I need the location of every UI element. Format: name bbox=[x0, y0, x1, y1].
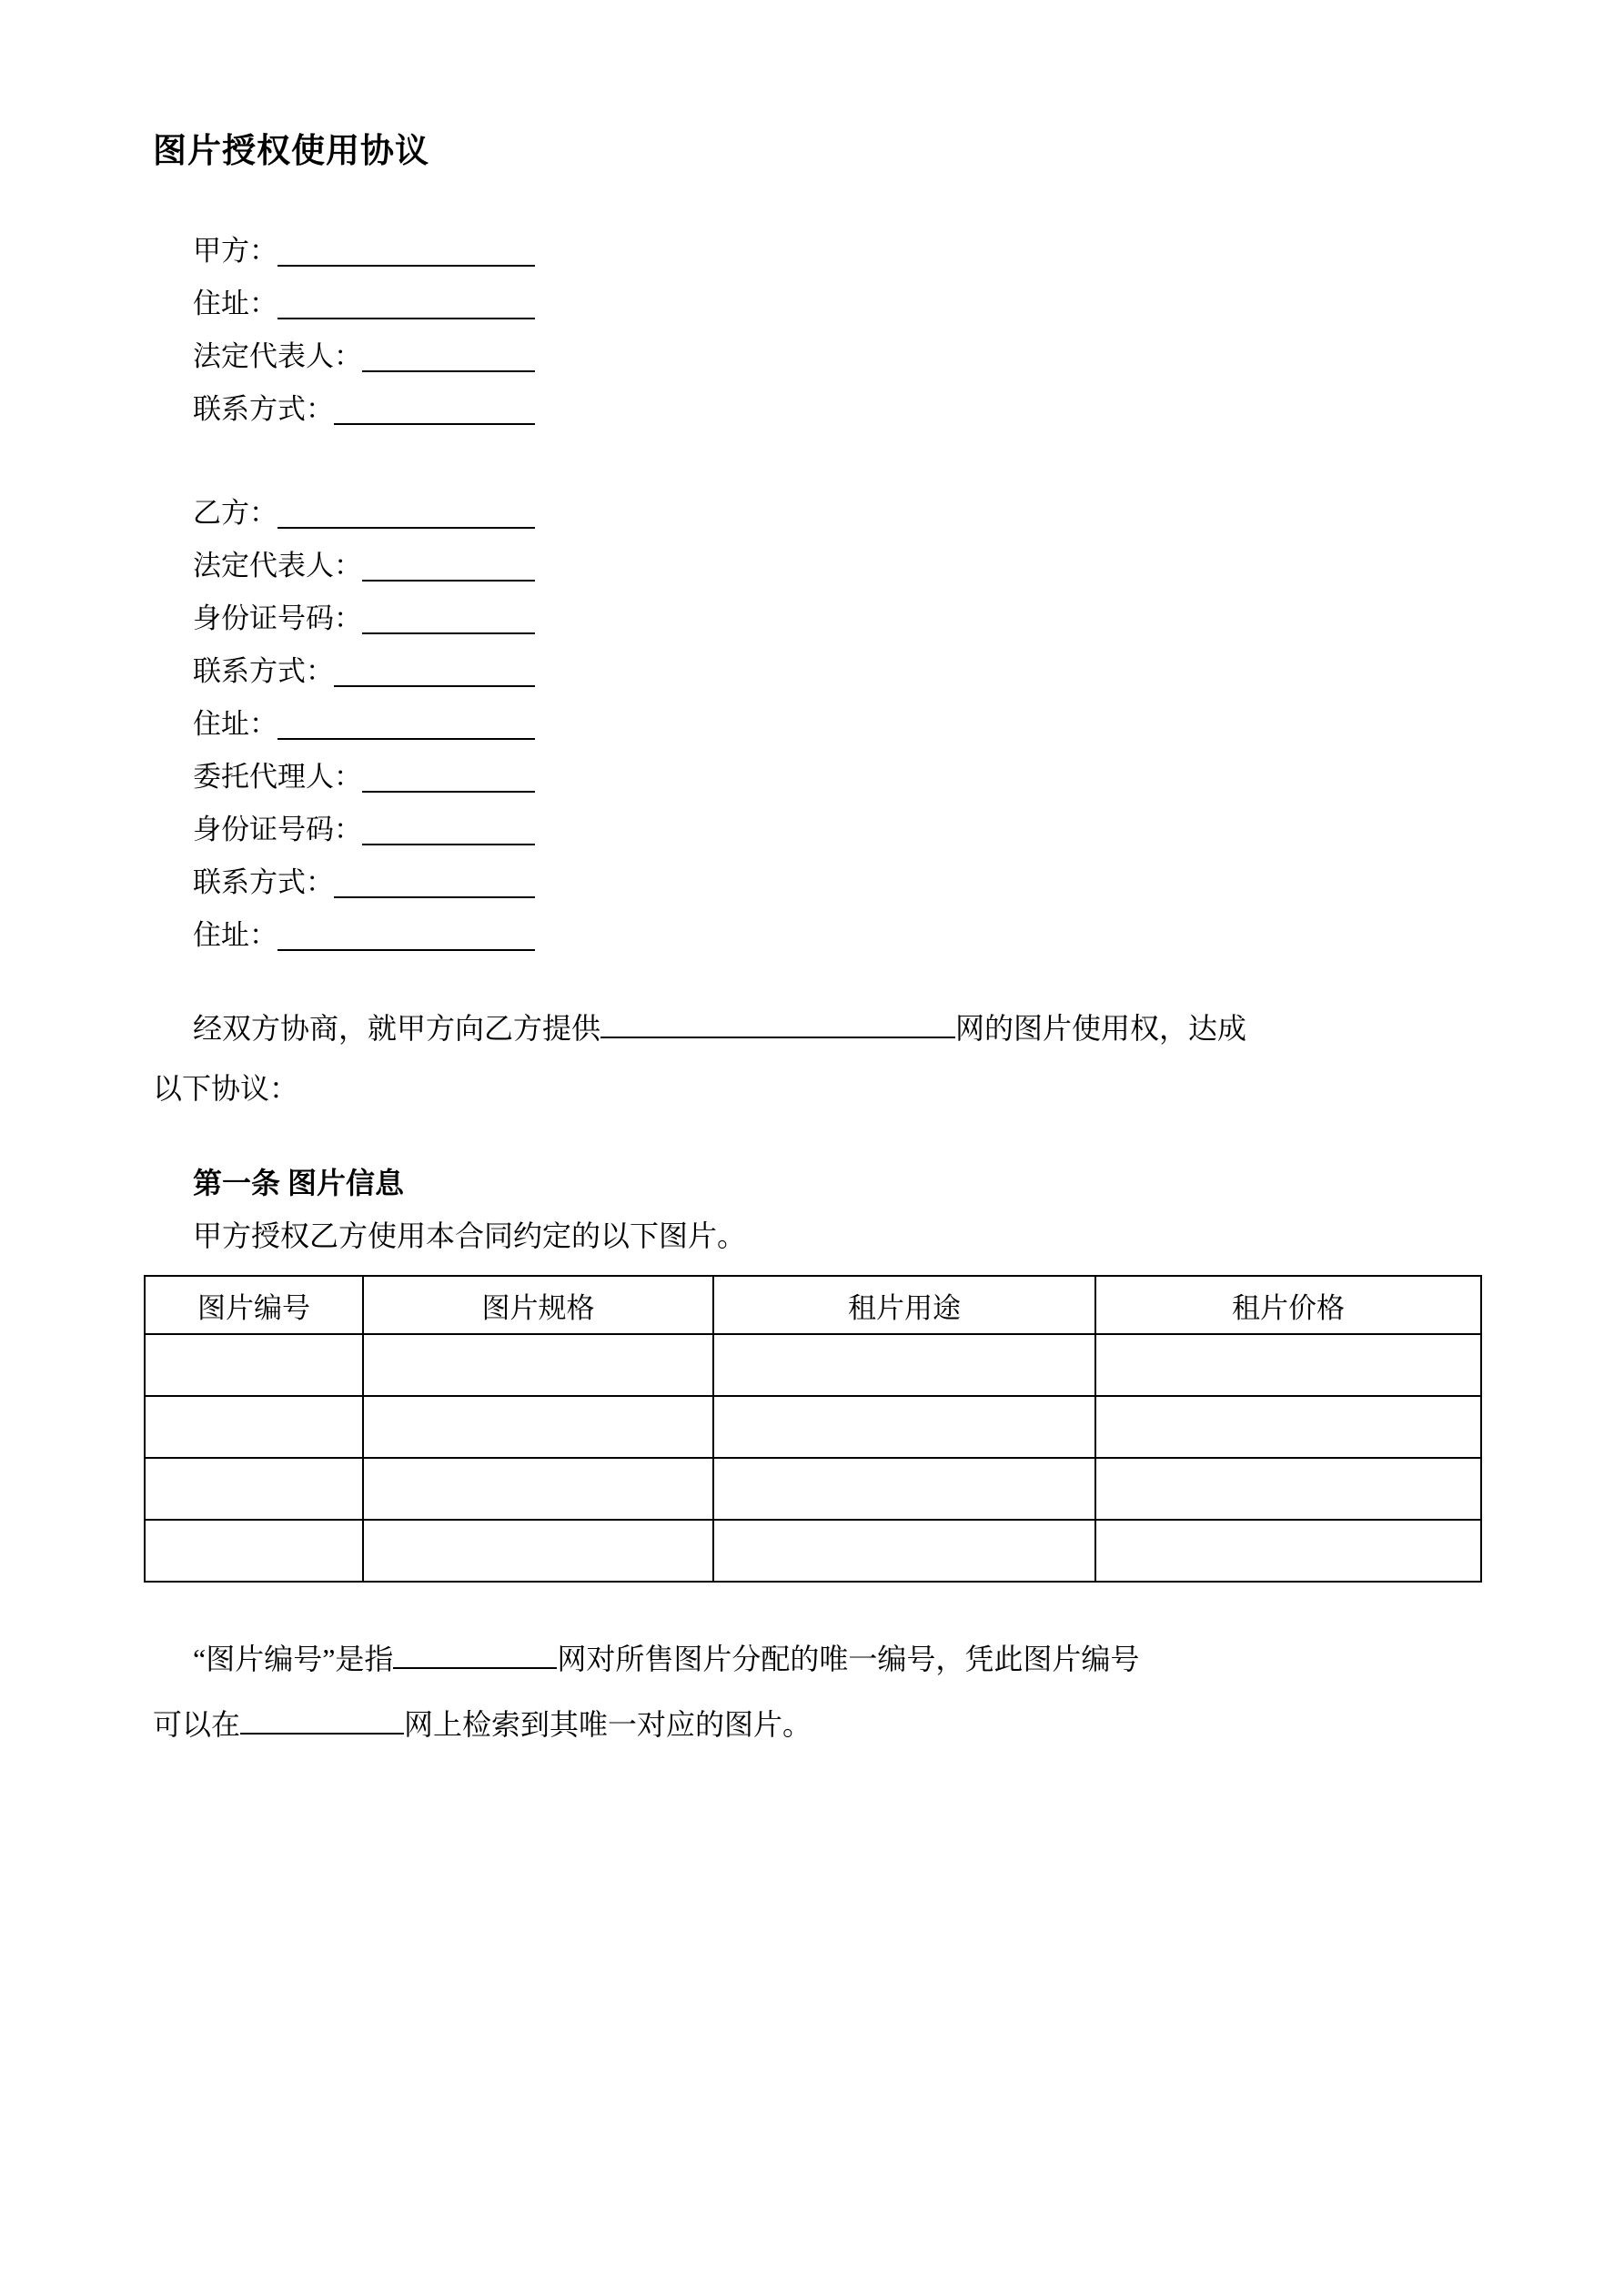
table-header-row bbox=[145, 1276, 1481, 1334]
fill-in-blank[interactable] bbox=[393, 1640, 557, 1669]
table-header-picture-spec: 图片规格 bbox=[363, 1276, 713, 1334]
fill-in-blank[interactable] bbox=[277, 265, 535, 267]
table-row bbox=[145, 1396, 1481, 1458]
fill-in-blank[interactable] bbox=[362, 791, 535, 793]
intro-text-post: 网的图片使用权，达成 bbox=[955, 1012, 1247, 1045]
table-cell[interactable] bbox=[1095, 1396, 1481, 1458]
picture-id-note bbox=[153, 1626, 1478, 1757]
note-line-1 bbox=[153, 1626, 1478, 1692]
table-cell[interactable] bbox=[145, 1334, 363, 1396]
table-row bbox=[145, 1520, 1481, 1582]
form-line-agent-id-number bbox=[193, 804, 535, 856]
table-cell[interactable] bbox=[713, 1334, 1095, 1396]
section-1-lead: 甲方授权乙方使用本合同约定的以下图片。 bbox=[193, 1219, 747, 1252]
form-line-party-b-contact bbox=[193, 645, 535, 698]
table-cell[interactable] bbox=[713, 1396, 1095, 1458]
form-label: 委托代理人： bbox=[193, 761, 362, 793]
form-line-party-b-address bbox=[193, 698, 535, 751]
form-label: 联系方式： bbox=[193, 866, 334, 898]
form-label: 住址： bbox=[193, 288, 277, 319]
table-cell[interactable] bbox=[363, 1520, 713, 1582]
form-label: 住址： bbox=[193, 919, 277, 951]
form-label: 甲方： bbox=[193, 235, 277, 267]
form-label: 身份证号码： bbox=[193, 814, 362, 845]
intro-paragraph bbox=[153, 998, 1478, 1118]
form-line-party-a-name bbox=[193, 225, 535, 278]
fill-in-blank[interactable] bbox=[600, 1009, 955, 1038]
fill-in-blank[interactable] bbox=[334, 685, 535, 687]
note-text-post: 网对所售图片分配的唯一编号，凭此图片编号 bbox=[557, 1643, 1140, 1675]
form-label: 身份证号码： bbox=[193, 602, 362, 634]
note-text-pre: “图片编号”是指 bbox=[193, 1643, 394, 1675]
form-line-party-a-address bbox=[193, 278, 535, 330]
intro-text-pre: 经双方协商，就甲方向乙方提供 bbox=[193, 1012, 601, 1045]
form-label: 乙方： bbox=[193, 497, 277, 529]
form-line-party-b-legal-rep bbox=[193, 540, 535, 592]
note-text-post: 网上检索到其唯一对应的图片。 bbox=[404, 1708, 812, 1741]
intro-line-2: 以下协议： bbox=[153, 1072, 299, 1105]
table-cell[interactable] bbox=[363, 1458, 713, 1520]
fill-in-blank[interactable] bbox=[240, 1705, 404, 1735]
form-label: 法定代表人： bbox=[193, 340, 362, 372]
form-line-party-a-contact bbox=[193, 383, 535, 436]
table-cell[interactable] bbox=[363, 1396, 713, 1458]
fill-in-blank[interactable] bbox=[362, 580, 535, 582]
table-header-picture-id: 图片编号 bbox=[145, 1276, 363, 1334]
intro-line-1 bbox=[153, 998, 1478, 1058]
note-text-pre: 可以在 bbox=[153, 1708, 241, 1741]
table-cell[interactable] bbox=[713, 1458, 1095, 1520]
fill-in-blank[interactable] bbox=[334, 896, 535, 898]
fill-in-blank[interactable] bbox=[277, 318, 535, 319]
blank-spacer bbox=[153, 436, 1478, 487]
form-label: 联系方式： bbox=[193, 655, 334, 687]
party-a-block bbox=[153, 225, 1478, 436]
document-title: 图片授权使用协议 bbox=[153, 132, 429, 169]
form-line-agent-contact bbox=[193, 856, 535, 909]
table-cell[interactable] bbox=[1095, 1520, 1481, 1582]
table-cell[interactable] bbox=[145, 1458, 363, 1520]
table-cell[interactable] bbox=[1095, 1334, 1481, 1396]
table-cell[interactable] bbox=[363, 1334, 713, 1396]
form-label: 联系方式： bbox=[193, 393, 334, 425]
table-header-rental-use: 租片用途 bbox=[713, 1276, 1095, 1334]
table-cell[interactable] bbox=[1095, 1458, 1481, 1520]
table-cell[interactable] bbox=[145, 1520, 363, 1582]
picture-info-table bbox=[144, 1275, 1482, 1583]
section-1-heading: 第一条 图片信息 bbox=[193, 1167, 405, 1199]
party-b-block bbox=[153, 487, 1478, 962]
form-label: 法定代表人： bbox=[193, 550, 362, 582]
table-header-rental-price: 租片价格 bbox=[1095, 1276, 1481, 1334]
fill-in-blank[interactable] bbox=[362, 632, 535, 634]
table-cell[interactable] bbox=[713, 1520, 1095, 1582]
note-line-2 bbox=[153, 1692, 1478, 1757]
table-cell[interactable] bbox=[145, 1396, 363, 1458]
form-line-party-b-agent bbox=[193, 751, 535, 804]
table-row bbox=[145, 1458, 1481, 1520]
form-line-party-b-name bbox=[193, 487, 535, 540]
fill-in-blank[interactable] bbox=[277, 527, 535, 529]
form-line-party-b-id-number bbox=[193, 592, 535, 645]
table-row bbox=[145, 1334, 1481, 1396]
fill-in-blank[interactable] bbox=[277, 738, 535, 740]
fill-in-blank[interactable] bbox=[362, 844, 535, 845]
form-line-agent-address bbox=[193, 909, 535, 962]
fill-in-blank[interactable] bbox=[362, 370, 535, 372]
form-line-party-a-legal-rep bbox=[193, 330, 535, 383]
form-label: 住址： bbox=[193, 708, 277, 740]
fill-in-blank[interactable] bbox=[277, 949, 535, 951]
fill-in-blank[interactable] bbox=[334, 423, 535, 425]
